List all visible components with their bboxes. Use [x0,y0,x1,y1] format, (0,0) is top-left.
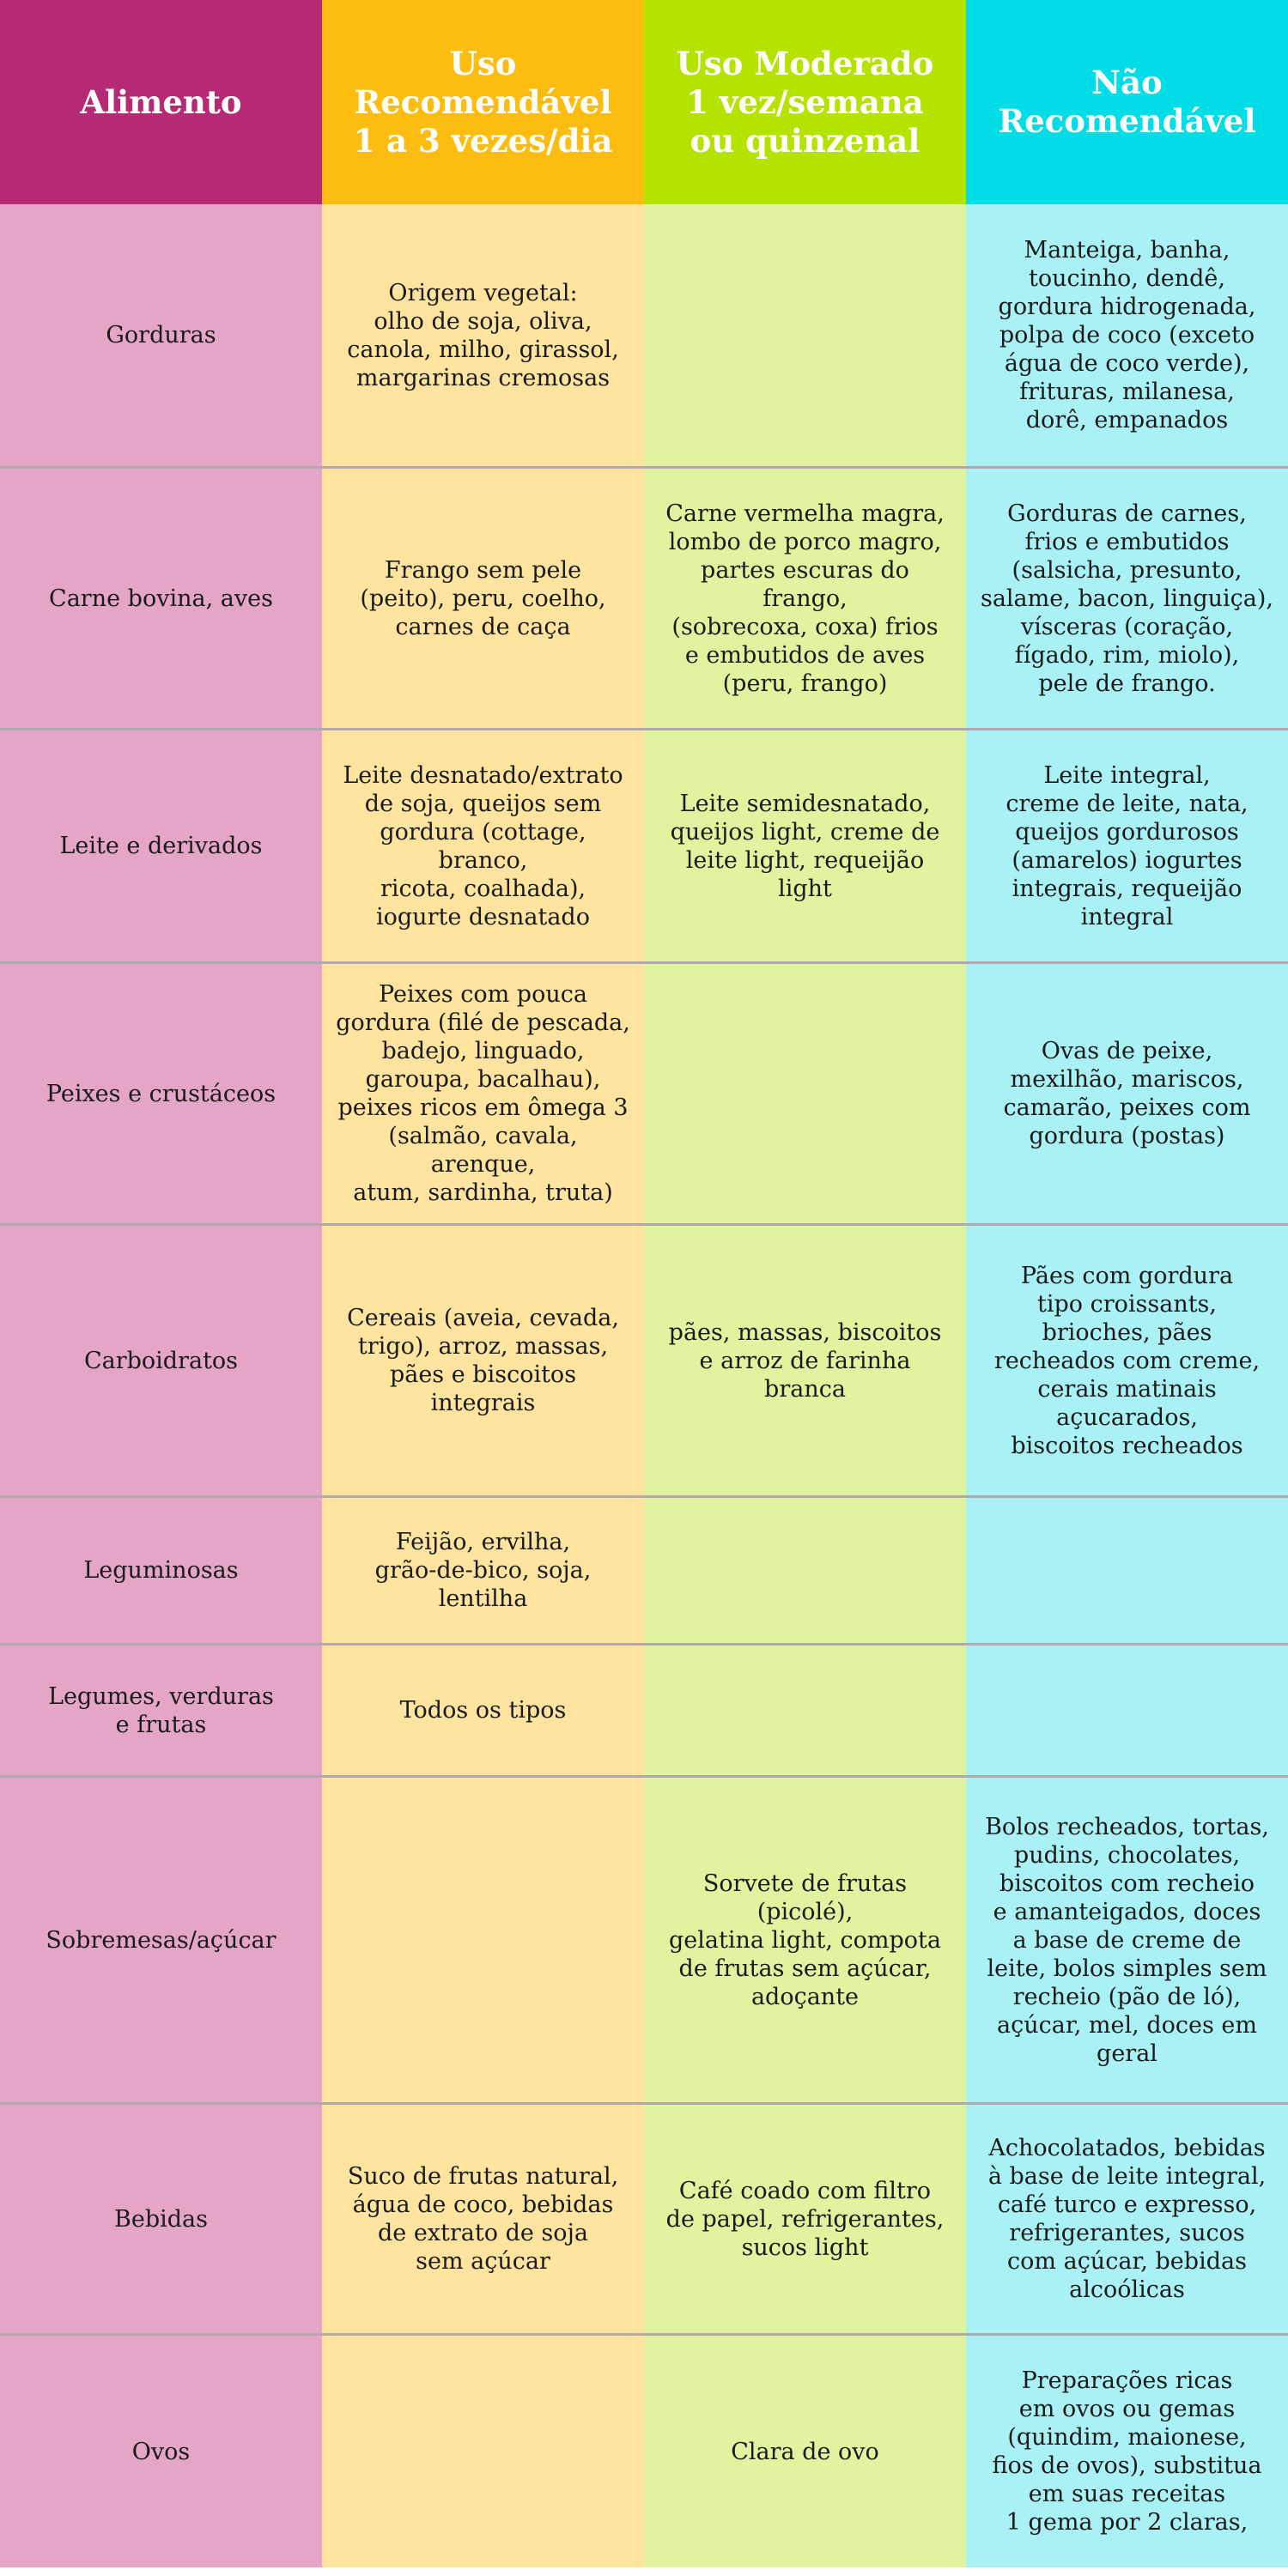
cell-alimento: Leite e derivados [0,728,322,961]
header-uso-moderado: Uso Moderado 1 vez/semana ou quinzenal [644,0,966,204]
cell-nao-recomendavel: Preparações ricas em ovos ou gemas (quindim, maionese, fios de ovos), substitua em suas receitas 1 gema por 2 claras, [966,2333,1288,2567]
cell-recomendavel: Feijão, ervilha, grão-de-bico, soja, lentilha [322,1495,644,1643]
cell-alimento: Ovos [0,2333,322,2567]
cell-recomendavel: Todos os tipos [322,1643,644,1775]
cell-moderado: Café coado com filtro de papel, refrigerantes, sucos light [644,2102,966,2333]
cell-moderado [644,1643,966,1775]
cell-nao-recomendavel: Achocolatados, bebidas à base de leite integral, café turco e expresso, refrigerantes, sucos com açúcar, bebidas alcoólicas [966,2102,1288,2333]
cell-recomendavel: Leite desnatado/extrato de soja, queijos sem gordura (cottage, branco, ricota, coalhada), iogurte desnatado [322,728,644,961]
cell-alimento: Peixes e crustáceos [0,961,322,1223]
cell-alimento: Sobremesas/açúcar [0,1775,322,2102]
cell-moderado: Leite semidesnatado, queijos light, creme de leite light, requeijão light [644,728,966,961]
cell-recomendavel: Suco de frutas natural, água de coco, bebidas de extrato de soja sem açúcar [322,2102,644,2333]
cell-nao-recomendavel: Leite integral, creme de leite, nata, queijos gordurosos (amarelos) iogurtes integrais, requeijão integral [966,728,1288,961]
header-nao-recomendavel: Não Recomendável [966,0,1288,204]
cell-recomendavel: Cereais (aveia, cevada, trigo), arroz, massas, pães e biscoitos integrais [322,1223,644,1495]
cell-moderado: Sorvete de frutas (picolé), gelatina light, compota de frutas sem açúcar, adoçante [644,1775,966,2102]
cell-nao-recomendavel: Ovas de peixe, mexilhão, mariscos, camarão, peixes com gordura (postas) [966,961,1288,1223]
cell-moderado: pães, massas, biscoitos e arroz de farinha branca [644,1223,966,1495]
cell-moderado: Clara de ovo [644,2333,966,2567]
cell-recomendavel: Peixes com pouca gordura (filé de pescada, badejo, linguado, garoupa, bacalhau), peixes ricos em ômega 3 (salmão, cavala, arenque, atum, sardinha, truta) [322,961,644,1223]
cell-nao-recomendavel: Gorduras de carnes, frios e embutidos (salsicha, presunto, salame, bacon, linguiça), vísceras (coração, fígado, rim, miolo), pele de frango. [966,466,1288,728]
cell-alimento: Carboidratos [0,1223,322,1495]
cell-moderado [644,961,966,1223]
cell-alimento: Bebidas [0,2102,322,2333]
cell-recomendavel [322,2333,644,2567]
cell-recomendavel: Frango sem pele (peito), peru, coelho, carnes de caça [322,466,644,728]
header-alimento: Alimento [0,0,322,204]
cell-nao-recomendavel: Pães com gordura tipo croissants, brioches, pães recheados com creme, cerais matinais açucarados, biscoitos recheados [966,1223,1288,1495]
cell-moderado [644,1495,966,1643]
cell-recomendavel: Origem vegetal: olho de soja, oliva, canola, milho, girassol, margarinas cremosas [322,204,644,466]
cell-recomendavel [322,1775,644,2102]
cell-nao-recomendavel: Bolos recheados, tortas, pudins, chocolates, biscoitos com recheio e amanteigados, doces a base de creme de leite, bolos simples sem recheio (pão de ló), açúcar, mel, doces em geral [966,1775,1288,2102]
cell-nao-recomendavel: Manteiga, banha, toucinho, dendê, gordura hidrogenada, polpa de coco (exceto água de coco verde), frituras, milanesa, dorê, empanados [966,204,1288,466]
cell-nao-recomendavel [966,1643,1288,1775]
cell-alimento: Gorduras [0,204,322,466]
cell-moderado: Carne vermelha magra, lombo de porco magro, partes escuras do frango, (sobrecoxa, coxa) frios e embutidos de aves (peru, frango) [644,466,966,728]
cell-moderado [644,204,966,466]
header-uso-recomendavel: Uso Recomendável 1 a 3 vezes/dia [322,0,644,204]
cell-alimento: Leguminosas [0,1495,322,1643]
cell-nao-recomendavel [966,1495,1288,1643]
cell-alimento: Legumes, verduras e frutas [0,1643,322,1775]
cell-alimento: Carne bovina, aves [0,466,322,728]
